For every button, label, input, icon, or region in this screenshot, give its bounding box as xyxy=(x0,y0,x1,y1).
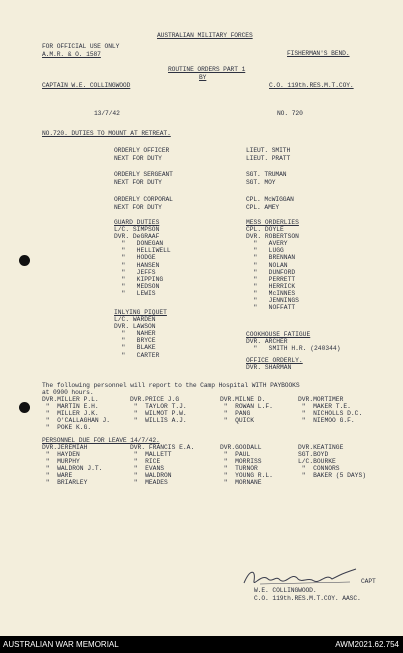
leave-column xyxy=(298,444,366,479)
signature-name: W.E. COLLINGWOOD. xyxy=(254,587,317,594)
list-item: DVR. DeGRAAF xyxy=(114,233,160,241)
amr-reference: A.M.R. & O. 1587 xyxy=(42,51,101,58)
list-item: DVR.PRICE J.G xyxy=(130,396,180,403)
list-item: " NOFFATT xyxy=(246,304,296,312)
leave-heading: PERSONNEL DUE FOR LEAVE 14/7/42. xyxy=(42,437,160,444)
duty-person: CPL. AMEY xyxy=(246,204,280,211)
list-item: " AVERY xyxy=(246,240,288,248)
list-item: DVR.JEREMIAH xyxy=(42,444,88,451)
list-item: " HERRICK xyxy=(246,282,296,290)
cookhouse-section xyxy=(246,331,340,352)
orders-title: ROUTINE ORDERS PART 1 xyxy=(168,66,246,73)
list-item: DVR. SHARMAN xyxy=(246,364,292,372)
duty-role: NEXT FOR DUTY xyxy=(114,155,162,162)
list-item: " O'CALLAGHAN J. xyxy=(42,417,111,425)
list-item: " HELLIWELL xyxy=(114,247,171,255)
list-item: " MEADES xyxy=(130,479,168,487)
punch-hole-bottom xyxy=(19,402,30,413)
hospital-column xyxy=(220,396,273,424)
duty-person: LIEUT. PRATT xyxy=(246,155,291,162)
org-title: AUSTRALIAN MILITARY FORCES xyxy=(157,32,253,39)
list-item: " PERRETT xyxy=(246,275,296,283)
list-item: " YOUNG R.L. xyxy=(220,472,273,480)
mess-heading: MESS ORDERLIES xyxy=(246,219,299,226)
order-date: 13/7/42 xyxy=(94,110,120,117)
punch-hole-top xyxy=(19,255,30,266)
list-item: L/C. SIMPSON xyxy=(114,226,160,234)
list-item: " MORNANE xyxy=(220,479,262,487)
list-item: DVR.KEATINGE xyxy=(298,444,344,451)
list-item: DVR.MILNE D. xyxy=(220,396,266,403)
handwritten-signature xyxy=(240,565,360,589)
list-item: " MEDSON xyxy=(114,282,160,290)
list-item: " LUGG xyxy=(246,247,284,255)
list-item: " CARTER xyxy=(114,351,160,359)
list-item: " SMITH H.R. (240344) xyxy=(246,345,341,353)
list-item: DVR. FRANCIS E.A. xyxy=(130,444,195,451)
archive-name: AUSTRALIAN WAR MEMORIAL xyxy=(3,640,119,649)
hospital-time: at 0900 hours. xyxy=(42,389,94,396)
list-item: " HODGE xyxy=(114,254,156,262)
duty-person: SGT. TRUMAN xyxy=(246,171,287,178)
leave-column xyxy=(130,444,194,487)
list-item: " NIEMOO G.F. xyxy=(298,417,355,425)
list-item: " POKE K.G. xyxy=(42,424,92,432)
co-unit: C.O. 119th.RES.M.T.COY. xyxy=(269,82,354,89)
picquet-heading: INLYING PIQUET xyxy=(114,309,167,316)
list-item: " MARTIN E.H. xyxy=(42,403,99,411)
leave-column xyxy=(220,444,273,487)
mess-orderlies-section xyxy=(246,219,299,311)
hospital-column xyxy=(298,396,362,424)
leave-column xyxy=(42,444,102,487)
list-item: DVR. ROBERTSON xyxy=(246,233,299,241)
list-item: " MORRISS xyxy=(220,458,262,466)
list-item: " MILLER J.K. xyxy=(42,410,99,418)
list-item: " ROWAN L.F. xyxy=(220,403,273,411)
cookhouse-heading: COOKHOUSE FATIGUE xyxy=(246,331,311,338)
list-item: " BLAKE xyxy=(114,344,156,352)
list-item: DVR.MORTIMER xyxy=(298,396,344,403)
list-item: " McINNES xyxy=(246,289,296,297)
list-item: " BRYCE xyxy=(114,337,156,345)
list-item: " WALDRON J.T. xyxy=(42,465,103,473)
list-item: " WILMOT P.W. xyxy=(130,410,187,418)
list-item: " JEFFS xyxy=(114,268,156,276)
list-item: DVR. ARCHER xyxy=(246,338,288,346)
archive-footer xyxy=(0,636,403,653)
list-item: " NOLAN xyxy=(246,261,288,269)
duty-role: NEXT FOR DUTY xyxy=(114,204,162,211)
list-item: DVR. LAWSON xyxy=(114,323,156,331)
list-item: " LEWIS xyxy=(114,289,156,297)
duty-person: LIEUT. SMITH xyxy=(246,147,291,154)
list-item: " DUNFORD xyxy=(246,268,296,276)
list-item: " BRIARLEY xyxy=(42,479,88,487)
list-item: " PAUL xyxy=(220,451,251,459)
duty-role: ORDERLY SERGEANT xyxy=(114,171,173,178)
list-item: " KIPPING xyxy=(114,275,164,283)
list-item: " TURNOR xyxy=(220,465,258,473)
duty-role: ORDERLY CORPORAL xyxy=(114,196,173,203)
duties-heading: NO.720. DUTIES TO MOUNT AT RETREAT. xyxy=(42,130,171,137)
duty-person: SGT. MOY xyxy=(246,179,276,186)
list-item: " CONNORS xyxy=(298,465,340,473)
list-item: " MAKER T.E. xyxy=(298,403,351,411)
list-item: L/C. WARDEN xyxy=(114,316,156,324)
list-item: " BRENNAN xyxy=(246,254,296,262)
list-item: " NICHOLLS D.C. xyxy=(298,410,363,418)
picquet-section xyxy=(114,309,167,359)
signature-rank: CAPT xyxy=(361,578,376,585)
hospital-column xyxy=(130,396,187,424)
list-item: L/C.BOURKE xyxy=(298,458,336,466)
list-item: " TAYLOR T.J. xyxy=(130,403,187,411)
office-heading: OFFICE ORDERLY. xyxy=(246,357,303,364)
hospital-intro: The following personnel will report to the Camp Hospital WITH PAYBOOKS xyxy=(42,382,300,389)
list-item: " WALDRON xyxy=(130,472,172,480)
list-item: CPL. DOYLE xyxy=(246,226,284,234)
office-orderly-section xyxy=(246,357,303,371)
archive-reference: AWM2021.62.754 xyxy=(335,640,399,649)
list-item: " NAHER xyxy=(114,330,156,338)
list-item: DVR.MILLER P.L. xyxy=(42,396,99,403)
list-item: " WARE xyxy=(42,472,73,480)
orders-by: BY xyxy=(199,74,207,81)
list-item: DVR.GOODALL xyxy=(220,444,262,451)
list-item: " BAKER (5 DAYS) xyxy=(298,472,367,480)
list-item: SGT.BOYD xyxy=(298,451,329,459)
list-item: " HANSEN xyxy=(114,261,160,269)
guard-heading: GUARD DUTIES xyxy=(114,219,160,226)
list-item: " RICE xyxy=(130,458,161,466)
official-use-label: FOR OFFICIAL USE ONLY xyxy=(42,43,120,50)
list-item: " MURPHY xyxy=(42,458,80,466)
order-number: NO. 720 xyxy=(277,110,303,117)
list-item: " JENNINGS xyxy=(246,297,299,305)
duty-role: ORDERLY OFFICER xyxy=(114,147,170,154)
list-item: " WILLIS A.J. xyxy=(130,417,187,425)
list-item: " PANG xyxy=(220,410,251,418)
duty-person: CPL. McWIGGAN xyxy=(246,196,294,203)
hospital-column xyxy=(42,396,110,431)
list-item: " MALLETT xyxy=(130,451,172,459)
list-item: " HAYDEN xyxy=(42,451,80,459)
guard-duties-section xyxy=(114,219,171,297)
signature-title: C.O. 119th.RES.M.T.COY. AASC. xyxy=(254,595,361,602)
list-item: " EVANS xyxy=(130,465,165,473)
duty-role: NEXT FOR DUTY xyxy=(114,179,162,186)
captain-name: CAPTAIN W.E. COLLINGWOOD xyxy=(42,82,131,89)
list-item: " QUICK xyxy=(220,417,255,425)
list-item: " DONEGAN xyxy=(114,240,164,248)
location-label: FISHERMAN'S BEND. xyxy=(287,50,350,57)
